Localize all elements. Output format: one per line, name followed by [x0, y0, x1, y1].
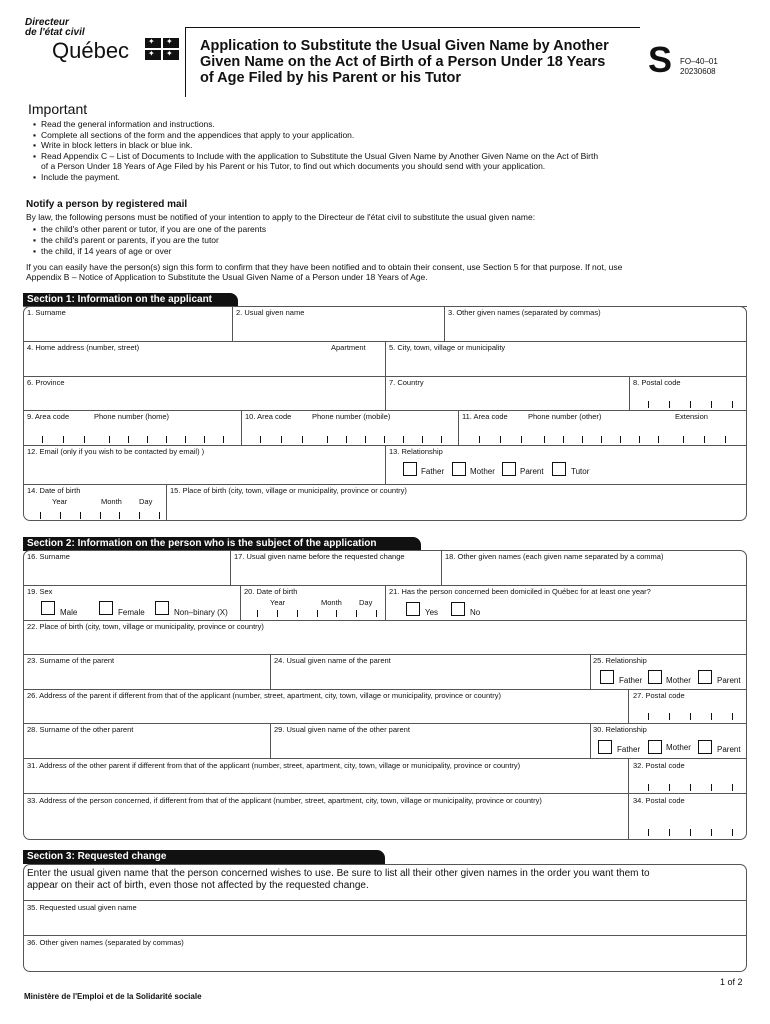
divider	[23, 654, 747, 655]
female-checkbox[interactable]	[99, 601, 113, 615]
divider	[628, 793, 629, 840]
logo-quebec: Québec	[52, 38, 130, 63]
tick-mark	[260, 436, 261, 443]
day-label: Day	[359, 598, 373, 607]
divider	[23, 689, 747, 690]
tick-mark	[441, 436, 442, 443]
divider	[590, 723, 591, 758]
other-parent-given-name-label: 29. Usual given name of the other parent	[274, 725, 410, 734]
surname-label: 1. Surname	[27, 308, 66, 317]
subject-surname-label: 16. Surname	[27, 552, 70, 561]
divider	[23, 758, 747, 759]
list-item: ▪ Read the general information and instructions.	[33, 119, 753, 130]
other-parent-surname-label: 28. Surname of the other parent	[27, 725, 134, 734]
parent-given-name-label: 24. Usual given name of the parent	[274, 656, 391, 665]
given-name-label: 2. Usual given name	[236, 308, 305, 317]
father-label: Father	[421, 467, 445, 476]
apartment-label: Apartment	[331, 343, 366, 352]
tick-mark	[40, 512, 41, 519]
yes-label: Yes	[425, 608, 439, 617]
parent-checkbox[interactable]	[698, 670, 712, 684]
usual-name-before-label: 17. Usual given name before the requested change	[234, 552, 405, 561]
list-item: ▪ the child's parent or parents, if you are the tutor	[33, 235, 266, 246]
tick-mark	[327, 436, 328, 443]
tick-mark	[159, 512, 160, 519]
divider	[444, 306, 445, 341]
parent-checkbox[interactable]	[502, 462, 516, 476]
tick-mark	[302, 436, 303, 443]
list-item: ▪ the child, if 14 years of age or over	[33, 246, 266, 257]
divider	[628, 689, 629, 723]
tick-mark	[109, 436, 110, 443]
tick-mark	[704, 436, 705, 443]
form-code: FO–40–01 20230608	[680, 57, 718, 76]
other-parent-address-label: 31. Address of the other parent if different from that of the applicant (number, street, apartment, city, town, village or municipality, province or country)	[27, 761, 521, 770]
relationship-label: 30. Relationship	[593, 725, 647, 734]
phone-mobile-label: Phone number (mobile)	[312, 412, 391, 421]
divider	[23, 900, 747, 901]
tick-mark	[63, 436, 64, 443]
tick-mark	[683, 436, 684, 443]
divider	[385, 341, 386, 376]
parent-address-label: 26. Address of the parent if different from that of the applicant (number, street, apartment, city, town, village or municipality, province or country)	[27, 691, 501, 700]
relationship-label: 13. Relationship	[389, 447, 443, 456]
month-label: Month	[321, 598, 342, 607]
tick-mark	[281, 436, 282, 443]
city-label: 5. City, town, village or municipality	[389, 343, 506, 352]
tick-mark	[479, 436, 480, 443]
tick-mark	[60, 512, 61, 519]
divider	[385, 585, 386, 620]
tick-mark	[620, 436, 621, 443]
phone-other-label: Phone number (other)	[528, 412, 602, 421]
tick-mark	[100, 512, 101, 519]
quebec-flag-icon	[145, 38, 179, 60]
ministry-name: Ministère de l'Emploi et de la Solidarité sociale	[24, 992, 202, 1001]
mother-label: Mother	[666, 743, 691, 752]
tick-mark	[42, 436, 43, 443]
domiciled-label: 21. Has the person concerned been domiciled in Québec for at least one year?	[389, 587, 651, 596]
area-code-label: 9. Area code	[27, 412, 70, 421]
tick-mark	[690, 401, 691, 408]
divider	[23, 723, 747, 724]
tick-mark	[639, 436, 640, 443]
logo-text: Directeur de l'état civil	[25, 17, 85, 38]
postal-code-label: 27. Postal code	[633, 691, 685, 700]
form-letter: S	[648, 39, 673, 80]
day-label: Day	[139, 497, 153, 506]
mother-checkbox[interactable]	[648, 670, 662, 684]
tick-mark	[563, 436, 564, 443]
relationship-label: 25. Relationship	[593, 656, 647, 665]
yes-checkbox[interactable]	[406, 602, 420, 616]
month-label: Month	[101, 497, 122, 506]
tick-mark	[422, 436, 423, 443]
no-label: No	[470, 608, 481, 617]
area-code-label: 11. Area code	[462, 412, 508, 421]
form-title: Application to Substitute the Usual Given Name by Another Given Name on the Act of Birth of a Person Under 18 Years of Age Filed by his Parent or his Tutor	[185, 27, 640, 97]
divider	[241, 410, 242, 445]
tick-mark	[669, 401, 670, 408]
mother-checkbox[interactable]	[648, 740, 662, 754]
phone-home-label: Phone number (home)	[94, 412, 170, 421]
tick-mark	[500, 436, 501, 443]
notify-heading: Notify a person by registered mail	[26, 199, 188, 210]
divider	[23, 410, 747, 411]
tick-mark	[166, 436, 167, 443]
list-item: ▪ Include the payment.	[33, 172, 753, 183]
tutor-checkbox[interactable]	[552, 462, 566, 476]
tick-mark	[582, 436, 583, 443]
parent-label: Parent	[717, 676, 741, 685]
notify-list	[33, 224, 266, 257]
person-address-label: 33. Address of the person concerned, if different from that of the applicant (number, street, apartment, city, town, village or municipality, province or country)	[27, 796, 542, 805]
tick-mark	[384, 436, 385, 443]
area-code-label: 10. Area code	[245, 412, 292, 421]
dob-label: 14. Date of birth	[27, 486, 81, 495]
year-label: Year	[270, 598, 286, 607]
father-label: Father	[619, 676, 643, 685]
divider	[166, 484, 167, 521]
sex-label: 19. Sex	[27, 587, 53, 596]
list-item: ▪ the child's other parent or tutor, if you are one of the parents	[33, 224, 266, 235]
mother-label: Mother	[666, 676, 691, 685]
male-label: Male	[60, 608, 78, 617]
section2-title: Section 2: Information on the person who is the subject of the application	[23, 537, 421, 551]
page-number: 1 of 2	[720, 977, 743, 987]
tick-mark	[147, 436, 148, 443]
section3-title: Section 3: Requested change	[23, 850, 385, 864]
divider	[23, 306, 747, 307]
parent-label: Parent	[717, 745, 741, 754]
tick-mark	[223, 436, 224, 443]
tick-mark	[204, 436, 205, 443]
extension-label: Extension	[675, 412, 708, 421]
province-label: 6. Province	[27, 378, 65, 387]
divider	[270, 723, 271, 758]
tick-mark	[128, 436, 129, 443]
other-given-names-label: 3. Other given names (separated by commas)	[448, 308, 601, 317]
important-heading: Important	[28, 101, 88, 117]
tick-mark	[185, 436, 186, 443]
tick-mark	[521, 436, 522, 443]
parent-surname-label: 23. Surname of the parent	[27, 656, 115, 665]
requested-given-name-label: 35. Requested usual given name	[27, 903, 137, 912]
list-item: ▪ Read Appendix C – List of Documents to Include with the application to Substitute the Usual Given Name by Another Given Name on the Act of Birth	[33, 151, 753, 162]
section1-title: Section 1: Information on the applicant	[23, 293, 238, 307]
postal-code-label: 8. Postal code	[633, 378, 681, 387]
other-names-label: 18. Other given names (each given name separated by a comma)	[445, 552, 664, 561]
divider	[590, 654, 591, 689]
country-label: 7. Country	[389, 378, 424, 387]
place-of-birth-label: 22. Place of birth (city, town, village or municipality, province or country)	[27, 622, 264, 631]
tick-mark	[403, 436, 404, 443]
tick-mark	[544, 436, 545, 443]
tick-mark	[732, 401, 733, 408]
tick-mark	[119, 512, 120, 519]
postal-code-label: 34. Postal code	[633, 796, 685, 805]
divider	[629, 376, 630, 410]
divider	[23, 620, 747, 621]
section3-instruction: Enter the usual given name that the person concerned wishes to use. Be sure to list all their other given names in the order you want them to appear on their act of birth, even those not affected by the requested change.	[27, 868, 650, 891]
female-label: Female	[118, 608, 145, 617]
mother-label: Mother	[470, 467, 495, 476]
divider	[385, 376, 386, 410]
list-item-continuation: of a Person Under 18 Years of Age Filed by his Parent or his Tutor, to find out which documents you should send with your application.	[41, 161, 546, 171]
tick-mark	[658, 436, 659, 443]
important-list	[33, 119, 753, 182]
father-label: Father	[617, 745, 641, 754]
subject-dob-label: 20. Date of birth	[244, 587, 298, 596]
tick-mark	[365, 436, 366, 443]
mother-checkbox[interactable]	[452, 462, 466, 476]
divider	[270, 654, 271, 689]
tick-mark	[139, 512, 140, 519]
other-given-names-label: 36. Other given names (separated by commas)	[27, 938, 184, 947]
divider	[232, 306, 233, 341]
father-checkbox[interactable]	[600, 670, 614, 684]
tick-mark	[725, 436, 726, 443]
tutor-label: Tutor	[571, 467, 590, 476]
tick-mark	[601, 436, 602, 443]
tick-mark	[346, 436, 347, 443]
divider	[23, 935, 747, 936]
father-checkbox[interactable]	[403, 462, 417, 476]
notify-outro: If you can easily have the person(s) sign this form to confirm that they have been notified and to obtain their consent, use Section 5 for that purpose. If not, use Appendix B – Notice of Application to Substitute the Usual Given Name of a Person under 18 Years of Age.	[26, 262, 623, 282]
divider	[230, 550, 231, 585]
divider	[385, 445, 386, 484]
divider	[628, 758, 629, 793]
email-label: 12. Email (only if you wish to be contacted by email) )	[27, 447, 205, 456]
postal-code-label: 32. Postal code	[633, 761, 685, 770]
divider	[458, 410, 459, 445]
father-checkbox[interactable]	[598, 740, 612, 754]
male-checkbox[interactable]	[41, 601, 55, 615]
divider	[23, 793, 747, 794]
tick-mark	[711, 401, 712, 408]
divider	[441, 550, 442, 585]
nonbinary-label: Non–binary (X)	[174, 608, 228, 617]
parent-checkbox[interactable]	[698, 740, 712, 754]
tick-mark	[84, 436, 85, 443]
divider	[240, 585, 241, 620]
year-label: Year	[52, 497, 68, 506]
tick-mark	[80, 512, 81, 519]
no-checkbox[interactable]	[451, 602, 465, 616]
notify-intro: By law, the following persons must be notified of your intention to apply to the Directeur de l'état civil to substitute the usual given name:	[26, 212, 536, 222]
list-item: ▪ Write in block letters in black or blue ink.	[33, 140, 753, 151]
divider	[23, 484, 747, 485]
list-item: ▪ Complete all sections of the form and the appendices that apply to your application.	[33, 130, 753, 141]
place-of-birth-label: 15. Place of birth (city, town, village or municipality, province or country)	[170, 486, 407, 495]
nonbinary-checkbox[interactable]	[155, 601, 169, 615]
tick-mark	[648, 401, 649, 408]
home-address-label: 4. Home address (number, street)	[27, 343, 140, 352]
parent-label: Parent	[520, 467, 544, 476]
